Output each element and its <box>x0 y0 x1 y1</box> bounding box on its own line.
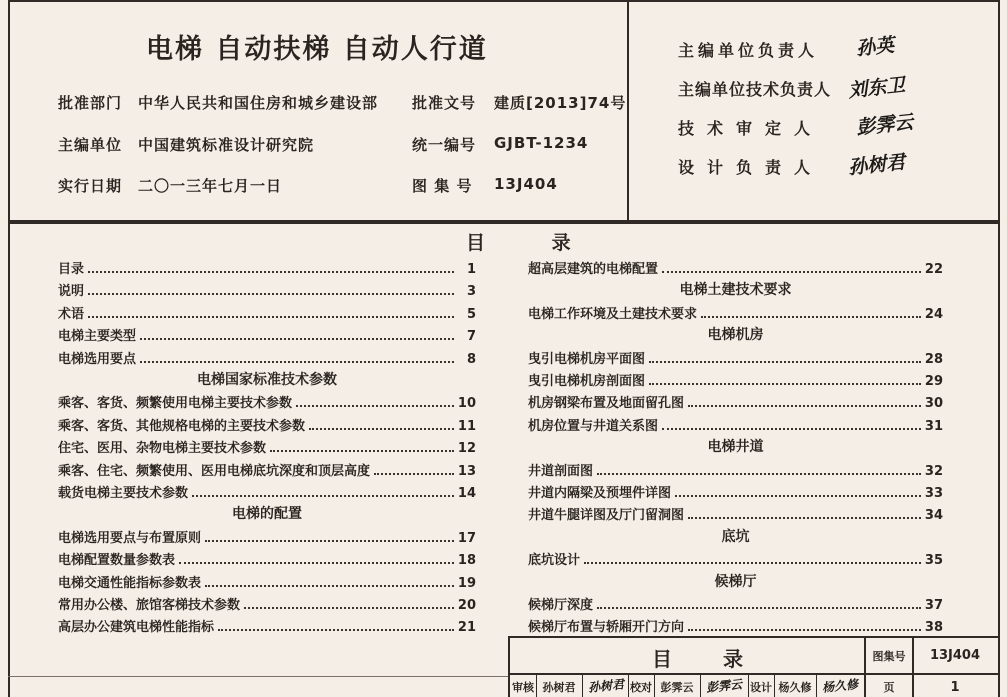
toc-entry-title: 机房钢梁布置及地面留孔图 <box>528 396 685 412</box>
toc-entry[interactable] <box>528 616 943 635</box>
toc-leader-dots <box>649 361 921 363</box>
toc-heading: 目 录 <box>466 232 601 254</box>
toc-leader-dots <box>662 428 921 430</box>
tb-div <box>582 673 583 697</box>
toc-section-heading: 电梯机房 <box>707 327 764 344</box>
design-name: 杨久修 <box>778 681 812 694</box>
review-signature: 孙树君 <box>587 676 625 695</box>
toc-entry[interactable] <box>58 258 476 277</box>
toc-entry-page: 10 <box>457 396 476 412</box>
toc-leader-dots <box>244 607 454 609</box>
toc-entry-title: 术语 <box>58 306 85 322</box>
toc-entry-page: 8 <box>466 351 476 367</box>
toc-entry[interactable] <box>58 415 476 434</box>
approval-no-label: 批准文号 <box>412 94 477 112</box>
toc-entry[interactable] <box>58 527 476 546</box>
toc-entry[interactable] <box>528 594 943 613</box>
approval-dept: 中华人民共和国住房和城乡建设部 <box>138 94 379 112</box>
title-block-heading: 目 录 <box>652 647 765 671</box>
effective-date-label: 实行日期 <box>58 177 123 195</box>
toc-entry[interactable] <box>528 348 943 367</box>
toc-entry[interactable] <box>58 280 476 299</box>
toc-entry-title: 乘客、客货、其他规格电梯的主要技术参数 <box>58 418 306 434</box>
toc-entry-title: 候梯厅布置与轿厢开门方向 <box>528 620 685 636</box>
toc-entry[interactable] <box>528 392 943 411</box>
toc-entry[interactable] <box>58 482 476 501</box>
toc-entry-page: 20 <box>457 598 476 613</box>
tb-div <box>748 673 749 697</box>
approval-dept-label: 批准部门 <box>58 94 123 112</box>
tb-div <box>816 673 817 697</box>
toc-section-heading: 底坑 <box>721 528 750 545</box>
toc-leader-dots <box>309 428 454 430</box>
tb-div <box>774 673 775 697</box>
toc-leader-dots <box>140 361 454 363</box>
toc-entry-page: 29 <box>924 374 943 389</box>
tb-div <box>628 673 629 697</box>
toc-entry[interactable] <box>528 303 943 322</box>
tb-div <box>700 673 701 697</box>
toc-leader-dots <box>296 405 454 407</box>
header-divider <box>627 0 629 222</box>
editor-unit: 中国建筑标准设计研究院 <box>138 136 315 154</box>
design-signature: 杨久修 <box>821 676 859 695</box>
check-signature: 彭霁云 <box>705 676 743 695</box>
title-block-atlas-no: 13J404 <box>929 648 981 663</box>
page-number: 1 <box>950 679 960 695</box>
chief-editor-signature: 孙英 <box>855 34 896 60</box>
toc-entry-title: 电梯主要类型 <box>58 329 137 345</box>
tech-lead-signature: 刘东卫 <box>847 74 907 102</box>
toc-entry[interactable] <box>528 504 943 523</box>
toc-entry-page: 38 <box>924 620 943 636</box>
toc-leader-dots <box>675 495 921 497</box>
unified-no: GJBT-1234 <box>494 134 589 152</box>
reviewer-signature: 彭霁云 <box>855 111 915 139</box>
toc-section-heading: 电梯的配置 <box>232 506 302 523</box>
toc-entry-page: 1 <box>466 262 476 277</box>
toc-leader-dots <box>662 271 921 273</box>
toc-entry[interactable] <box>58 572 476 591</box>
tb-div <box>654 673 655 697</box>
chief-editor-role: 主编单位负责人 <box>678 41 819 60</box>
toc-entry[interactable] <box>58 594 476 613</box>
toc-entry-title: 超高层建筑的电梯配置 <box>528 262 659 277</box>
toc-entry[interactable] <box>58 348 476 367</box>
toc-entry-page: 37 <box>924 598 943 613</box>
toc-leader-dots <box>140 338 454 340</box>
toc-leader-dots <box>205 540 454 542</box>
atlas-no-label: 图 集 号 <box>412 177 473 195</box>
toc-entry-page: 18 <box>457 553 476 569</box>
toc-entry-title: 井道内隔梁及预埋件详图 <box>528 486 672 501</box>
toc-entry-page: 13 <box>457 463 476 479</box>
check-label: 校对 <box>630 681 652 694</box>
toc-entry-page: 33 <box>924 486 943 501</box>
toc-entry-title: 电梯选用要点与布置原则 <box>58 530 202 546</box>
design-lead-signature: 孙树君 <box>847 151 907 179</box>
unified-no-label: 统一编号 <box>412 136 477 154</box>
check-name: 彭霁云 <box>660 681 694 694</box>
toc-leader-dots <box>205 585 454 587</box>
toc-entry-page: 12 <box>457 441 476 457</box>
toc-leader-dots <box>597 607 921 609</box>
toc-section-heading: 电梯土建技术要求 <box>679 282 792 299</box>
toc-entry[interactable] <box>528 415 943 434</box>
toc-entry[interactable] <box>58 303 476 322</box>
toc-entry[interactable] <box>58 325 476 344</box>
toc-entry-title: 电梯选用要点 <box>58 351 137 367</box>
toc-leader-dots <box>374 473 454 475</box>
toc-entry[interactable] <box>58 460 476 479</box>
tb-div <box>536 673 537 697</box>
toc-section-heading: 电梯国家标准技术参数 <box>197 372 337 388</box>
effective-date: 二〇一三年七月一日 <box>138 177 283 195</box>
toc-entry[interactable] <box>528 549 943 568</box>
toc-entry-page: 7 <box>466 329 476 345</box>
toc-entry-title: 底坑设计 <box>528 553 581 569</box>
toc-entry[interactable] <box>528 258 943 277</box>
toc-entry-page: 19 <box>457 575 476 591</box>
toc-entry-page: 31 <box>924 418 943 434</box>
toc-leader-dots <box>179 562 454 564</box>
toc-entry-page: 34 <box>924 508 943 524</box>
design-label: 设计 <box>750 681 772 694</box>
page-label: 页 <box>883 681 895 694</box>
toc-leader-dots <box>218 629 454 631</box>
toc-entry-title: 电梯配置数量参数表 <box>58 553 176 569</box>
toc-entry-title: 电梯工作环境及土建技术要求 <box>528 306 698 322</box>
toc-entry-page: 21 <box>457 620 476 636</box>
toc-entry-title: 候梯厅深度 <box>528 598 594 613</box>
toc-entry[interactable] <box>58 549 476 568</box>
toc-entry-title: 机房位置与井道关系图 <box>528 418 659 434</box>
toc-leader-dots <box>192 495 454 497</box>
toc-entry-title: 井道剖面图 <box>528 463 594 479</box>
toc-entry-title: 目录 <box>58 262 85 277</box>
toc-entry-title: 乘客、住宅、频繁使用、医用电梯底坑深度和顶层高度 <box>58 463 371 479</box>
toc-leader-dots <box>584 562 921 564</box>
toc-entry[interactable] <box>58 437 476 456</box>
toc-leader-dots <box>88 316 454 318</box>
toc-entry-page: 30 <box>924 396 943 412</box>
toc-entry-title: 曳引电梯机房平面图 <box>528 351 646 367</box>
toc-entry[interactable] <box>58 616 476 635</box>
toc-leader-dots <box>270 450 454 452</box>
approval-no: 建质[2013]74号 <box>494 94 627 112</box>
toc-leader-dots <box>688 405 921 407</box>
review-name: 孙树君 <box>542 681 576 694</box>
toc-entry[interactable] <box>528 370 943 389</box>
bottom-rule <box>8 676 508 677</box>
tech-lead-role: 主编单位技术负责人 <box>678 80 832 99</box>
toc-entry-page: 28 <box>924 351 943 367</box>
reviewer-role: 技术审定人 <box>678 119 824 138</box>
toc-entry-title: 乘客、客货、频繁使用电梯主要技术参数 <box>58 396 293 412</box>
toc-section-heading: 候梯厅 <box>714 573 757 590</box>
toc-entry-page: 24 <box>924 306 943 322</box>
toc-entry-title: 住宅、医用、杂物电梯主要技术参数 <box>58 441 267 457</box>
toc-leader-dots <box>688 629 921 631</box>
toc-entry-page: 32 <box>924 463 943 479</box>
toc-entry-title: 说明 <box>58 284 85 300</box>
toc-leader-dots <box>88 271 454 273</box>
toc-entry[interactable] <box>528 482 943 501</box>
toc-leader-dots <box>88 293 454 295</box>
toc-entry-title: 常用办公楼、旅馆客梯技术参数 <box>58 598 241 613</box>
toc-entry-page: 17 <box>457 530 476 546</box>
document-title: 电梯 自动扶梯 自动人行道 <box>146 34 488 65</box>
review-label: 审核 <box>512 681 534 694</box>
toc-entry-page: 3 <box>466 284 476 300</box>
editor-unit-label: 主编单位 <box>58 136 123 154</box>
toc-entry-title: 高层办公建筑电梯性能指标 <box>58 620 215 636</box>
toc-entry-page: 5 <box>466 306 476 322</box>
title-block-atlas-label: 图集号 <box>872 649 906 663</box>
design-lead-role: 设计负责人 <box>678 158 824 177</box>
toc-entry-page: 14 <box>457 486 476 501</box>
toc-entry[interactable] <box>58 392 476 411</box>
toc-entry-title: 载货电梯主要技术参数 <box>58 486 189 501</box>
toc-leader-dots <box>688 517 921 519</box>
toc-leader-dots <box>701 316 921 318</box>
toc-entry-title: 电梯交通性能指标参数表 <box>58 575 202 591</box>
toc-entry-page: 35 <box>924 553 943 569</box>
atlas-no: 13J404 <box>494 175 558 193</box>
toc-entry[interactable] <box>528 460 943 479</box>
toc-entry-title: 曳引电梯机房剖面图 <box>528 374 646 389</box>
toc-leader-dots <box>649 383 921 385</box>
toc-section-heading: 电梯井道 <box>707 439 764 456</box>
toc-entry-page: 22 <box>924 262 943 277</box>
toc-entry-title: 井道牛腿详图及厅门留洞图 <box>528 508 685 524</box>
toc-leader-dots <box>597 473 921 475</box>
toc-entry-page: 11 <box>457 418 476 434</box>
